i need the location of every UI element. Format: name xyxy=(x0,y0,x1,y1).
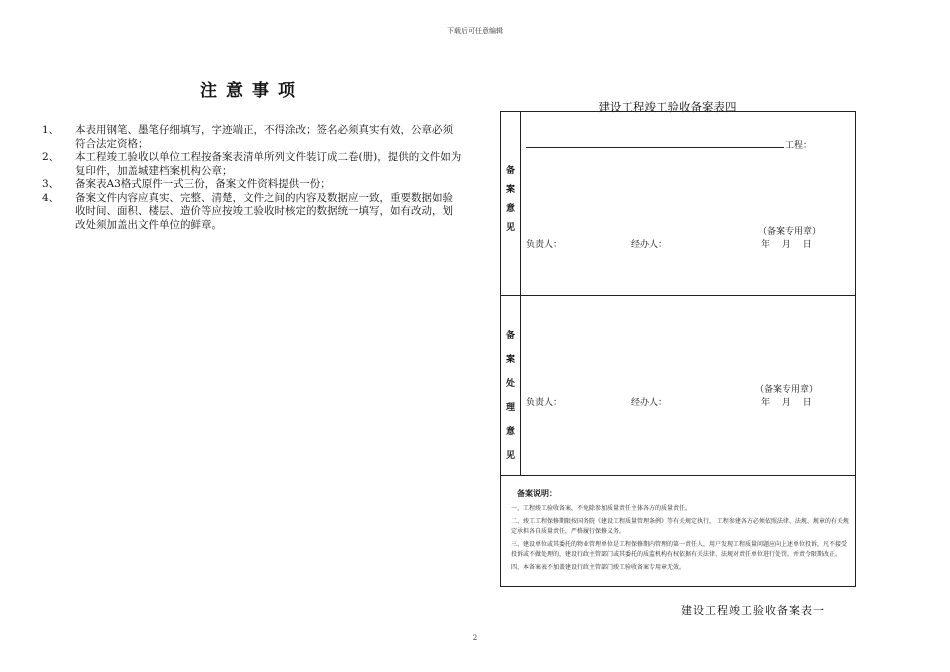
filing-form xyxy=(500,111,856,587)
section1-handler: 经办人： xyxy=(631,240,668,250)
label-char: 备 xyxy=(505,166,515,176)
notice-item-number: 1、 xyxy=(42,124,60,136)
notice-item xyxy=(42,192,462,233)
notice-item xyxy=(42,151,462,178)
section1-responsible: 负责人： xyxy=(526,240,563,250)
note-item: 三、建设单位或其委托的物业管理单位是工程保修期内管理的第一责任人，用户发现工程质量问题应向上述单位投诉，凡不接受投诉或不做处理的，建设行政主管部门或其委托的质监机构有权依据有关法律、法规对责任单位进行处罚，并责令限期改正。 xyxy=(511,540,848,558)
header-note: 下载后可任意编辑 xyxy=(447,27,503,35)
notice-item-text: 本表用钢笔、墨笔仔细填写，字迹端正，不得涂改；签名必须真实有效，公章必须符合法定资格； xyxy=(75,124,453,150)
notice-item-number: 2、 xyxy=(42,151,60,163)
project-name-line[interactable] xyxy=(526,147,784,148)
notes-title: 备案说明： xyxy=(517,488,557,498)
project-suffix: 工程： xyxy=(785,141,813,151)
label-char: 见 xyxy=(505,223,515,233)
note-item: 一、工程竣工验收备案，不免除参加质量责任主体各方的质量责任。 xyxy=(511,505,692,512)
label-char: 案 xyxy=(505,185,515,195)
label-char: 处 xyxy=(505,379,515,389)
section-divider xyxy=(501,295,855,296)
section1-seal: （备案专用章） xyxy=(758,227,822,237)
section-divider xyxy=(501,475,855,476)
section2-handler: 经办人： xyxy=(631,398,668,408)
notice-item xyxy=(42,178,462,192)
notice-item-number: 4、 xyxy=(42,191,60,204)
label-char: 理 xyxy=(505,403,515,413)
section2-date: 年 月 日 xyxy=(761,398,812,408)
page-number: 2 xyxy=(472,634,478,642)
notice-list xyxy=(42,124,462,232)
note-item: 二、竣工工程保修期限按国务院《建设工程质量管理条例》等有关规定执行， 工程参建各方必须依照法律、法规、规章的有关规定承担各自质量责任，严格履行保修义务。 xyxy=(511,517,849,535)
notes-list xyxy=(511,504,851,575)
notice-item-text: 备案文件内容应真实、完整、清楚，文件之间的内容及数据应一致，重要数据如验收时间、面积、楼层、造价等应按竣工验收时核定的数据统一填写，如有改动，划改处须加盖出文件单位的鲜章。 xyxy=(75,191,453,231)
section2-seal: （备案专用章） xyxy=(755,385,819,395)
label-char: 见 xyxy=(505,451,515,461)
notice-item xyxy=(42,124,462,151)
label-column-divider xyxy=(520,112,521,475)
section2-vertical-label xyxy=(501,324,520,468)
notice-title: 注意事项 xyxy=(200,81,304,101)
notice-item-text: 备案表A3格式原件一式三份，备案文件资料提供一份； xyxy=(75,178,331,190)
note-item: 四、本备案表不加盖建设行政主管部门竣工验收备案专用章无效。 xyxy=(511,563,686,571)
notice-item-text: 本工程竣工验收以单位工程按备案表清单所列文件装订成二卷(册)，提供的文件如为复印件，加盖城建档案机构公章； xyxy=(75,151,462,177)
label-char: 备 xyxy=(505,331,515,341)
label-char: 意 xyxy=(505,204,515,214)
label-char: 案 xyxy=(505,355,515,365)
section1-vertical-label xyxy=(501,162,520,238)
section2-responsible: 负责人： xyxy=(526,398,563,408)
label-char: 意 xyxy=(505,427,515,437)
form-title: 建设工程竣工验收备案表四 xyxy=(598,100,737,114)
notice-item-number: 3、 xyxy=(42,178,60,190)
section1-date: 年 月 日 xyxy=(761,240,812,250)
form-footer-title: 建设工程竣工验收备案表一 xyxy=(681,604,825,617)
